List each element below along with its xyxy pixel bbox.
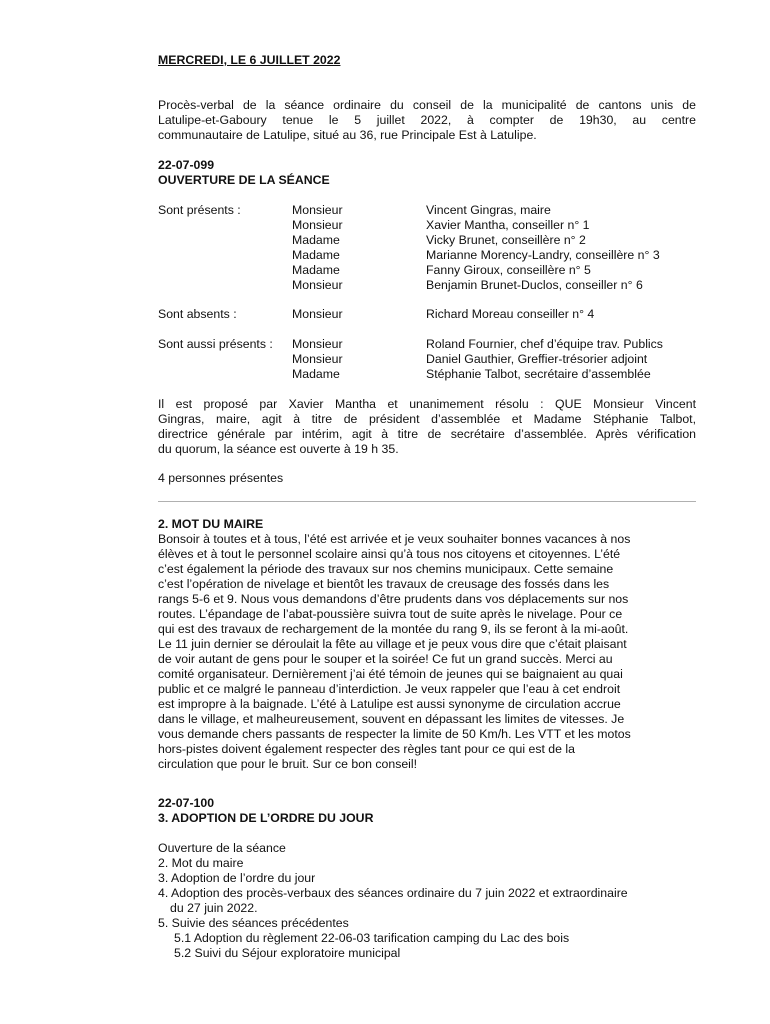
agenda-item: 5. Suivie des séances précédentes: [158, 916, 349, 930]
message-line: Bonsoir à toutes et à tous, l’été est arrivée et je veux souhaiter bonnes vacances à nos: [158, 532, 631, 546]
message-line: c’est l’opération de nivelage et bientôt les travaux de creusage des fossés dans les: [158, 577, 610, 591]
absentee-title: Monsieur: [292, 307, 343, 321]
message-line: de voir autant de gens pour le souper et la soirée! Ce fut un grand succès. Merci au: [158, 652, 613, 666]
attendees-count: 4 personnes présentes: [158, 471, 284, 485]
agenda-item: 3. Adoption de l’ordre du jour: [158, 871, 316, 885]
resolution-line: Gingras, maire, agit à titre de président d’assemblée et Madame Stéphanie Talbot,: [158, 412, 696, 426]
resolution-line: Il est proposé par Xavier Mantha et unanimement résolu : QUE Monsieur Vincent: [158, 397, 696, 411]
section-title: 2. MOT DU MAIRE: [158, 517, 264, 531]
attendee-title: Madame: [292, 233, 340, 247]
attendee-name: Vincent Gingras, maire: [426, 203, 551, 217]
agenda-subitem: 5.1 Adoption du règlement 22-06-03 tarification camping du Lac des bois: [174, 931, 570, 945]
attendee-name: Fanny Giroux, conseillère n° 5: [426, 263, 591, 277]
agenda-subitem: 5.2 Suivi du Séjour exploratoire municipal: [174, 946, 401, 960]
message-line: comité organisateur. Dernièrement j’ai été témoin de jeunes qui se baignaient au quai: [158, 667, 623, 681]
section-divider: [158, 501, 696, 502]
resolution-line: du quorum, la séance est ouverte à 19 h 35.: [158, 442, 399, 456]
message-line: vous demande chers passants de respecter la limite de 50 Km/h. Les VTT et les motos: [158, 727, 631, 741]
message-line: est impropre à la baignade. L’été à Latulipe est aussi synonyme de circulation accrue: [158, 697, 621, 711]
agenda-item: 2. Mot du maire: [158, 856, 244, 870]
present-label: Sont présents :: [158, 203, 241, 217]
agenda-item: 4. Adoption des procès-verbaux des séances ordinaire du 7 juin 2022 et extraordinaire: [158, 886, 628, 900]
message-line: hors-pistes doivent également respecter des règles tant pour ce qui est de la: [158, 742, 575, 756]
staff-name: Daniel Gauthier, Greffier-trésorier adjoint: [426, 352, 648, 366]
intro-paragraph: [158, 98, 696, 143]
agenda-item-continued: du 27 juin 2022.: [170, 901, 258, 915]
absentee-name: Richard Moreau conseiller n° 4: [426, 307, 595, 321]
intro-line: Latulipe-et-Gaboury tenue le 5 juillet 2022, à compter de 19h30, au centre: [158, 113, 696, 127]
agenda-list: [158, 841, 698, 961]
attendee-name: Vicky Brunet, conseillère n° 2: [426, 233, 586, 247]
attendee-title: Madame: [292, 263, 340, 277]
agenda-item: Ouverture de la séance: [158, 841, 286, 855]
message-line: routes. L’épandage de l’abat-poussière suivra tout de suite après le nivelage. Pour ce: [158, 607, 623, 621]
message-line: rangs 5-6 et 9. Nous vous demandons d’être prudents dans vos déplacements sur nos: [158, 592, 629, 606]
message-line: c’est également la période des travaux sur nos chemins municipaux. Cette semaine: [158, 562, 614, 576]
section-title: OUVERTURE DE LA SÉANCE: [158, 173, 330, 187]
message-line: qui est des travaux de rechargement de la montée du rang 9, ils se feront à la mi-août.: [158, 622, 629, 636]
message-line: circulation que pour le bruit. Sur ce bon conseil!: [158, 757, 418, 771]
mayor-message: [158, 532, 696, 772]
intro-line: communautaire de Latulipe, situé au 36, rue Principale Est à Latulipe.: [158, 128, 537, 142]
staff-name: Stéphanie Talbot, secrétaire d’assemblée: [426, 367, 651, 381]
attendee-title: Monsieur: [292, 203, 343, 217]
attendee-title: Monsieur: [292, 218, 343, 232]
date-heading: MERCREDI, LE 6 JUILLET 2022: [158, 53, 341, 67]
message-line: public et ce malgré le panneau d’interdiction. Je veux rappeler que l’eau à cet endroit: [158, 682, 621, 696]
message-line: Le 11 juin dernier se déroulait la fête au village et je peux vous dire que c’était plaisant: [158, 637, 627, 651]
also-present-label: Sont aussi présents :: [158, 337, 273, 351]
attendee-title: Monsieur: [292, 278, 343, 292]
attendee-name: Benjamin Brunet-Duclos, conseiller n° 6: [426, 278, 643, 292]
resolution-paragraph: [158, 397, 696, 457]
resolution-number: 22-07-100: [158, 796, 215, 810]
staff-title: Monsieur: [292, 352, 343, 366]
staff-title: Madame: [292, 367, 340, 381]
attendee-name: Marianne Morency-Landry, conseillère n° 3: [426, 248, 660, 262]
staff-title: Monsieur: [292, 337, 343, 351]
attendee-name: Xavier Mantha, conseiller n° 1: [426, 218, 590, 232]
intro-line: Procès-verbal de la séance ordinaire du conseil de la municipalité de cantons unis de: [158, 98, 696, 112]
absent-label: Sont absents :: [158, 307, 237, 321]
staff-name: Roland Fournier, chef d’équipe trav. Publics: [426, 337, 663, 351]
message-line: dans le village, et malheureusement, souvent en dépassant les limites de vitesses. Je: [158, 712, 625, 726]
attendee-title: Madame: [292, 248, 340, 262]
resolution-line: directrice générale par intérim, agit à titre de secrétaire d’assemblée. Après vérification: [158, 427, 696, 441]
resolution-number: 22-07-099: [158, 158, 215, 172]
section-title: 3. ADOPTION DE L’ORDRE DU JOUR: [158, 811, 374, 825]
message-line: élèves et à tout le personnel scolaire ainsi qu’à tous nos citoyens et citoyennes. L’été: [158, 547, 621, 561]
